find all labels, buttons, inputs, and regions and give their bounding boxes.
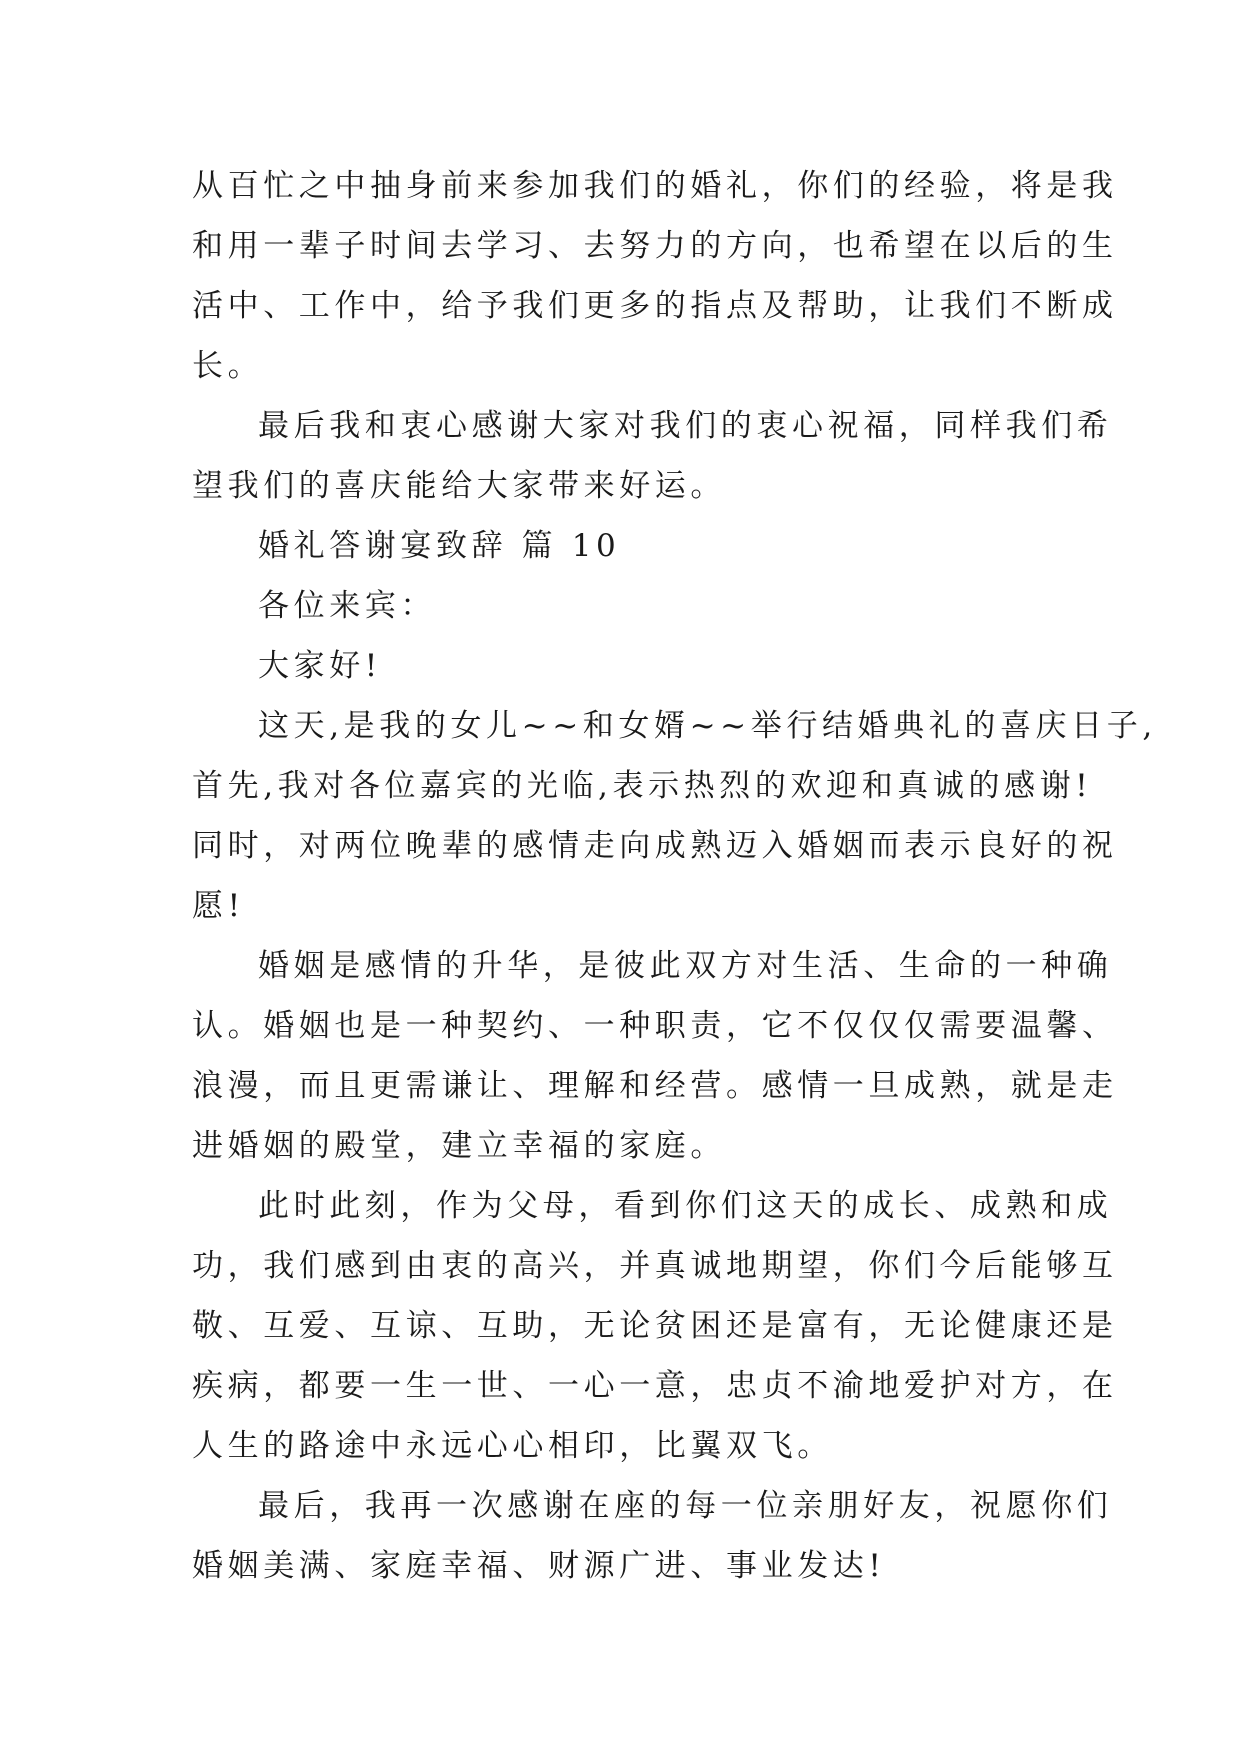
paragraph-start-line: 最后，我再一次感谢在座的每一位亲朋好友，祝愿你们 xyxy=(258,1488,1113,1524)
text-line: 进婚姻的殿堂，建立幸福的家庭。 xyxy=(192,1128,726,1164)
salutation: 各位来宾： xyxy=(258,588,436,624)
paragraph-start-line: 这天,是我的女儿~~和女婿~~举行结婚典礼的喜庆日子, xyxy=(258,708,1157,744)
greeting: 大家好! xyxy=(258,648,382,684)
section-heading: 婚礼答谢宴致辞 篇 10 xyxy=(258,528,621,564)
text-line: 同时，对两位晚辈的感情走向成熟迈入婚姻而表示良好的祝 xyxy=(192,828,1118,864)
text-line: 疾病，都要一生一世、一心一意，忠贞不渝地爱护对方，在 xyxy=(192,1368,1118,1404)
text-line: 首先,我对各位嘉宾的光临,表示热烈的欢迎和真诚的感谢! xyxy=(192,768,1093,804)
document-body xyxy=(192,156,1157,1596)
paragraph-start-line: 婚姻是感情的升华，是彼此双方对生活、生命的一种确 xyxy=(258,948,1113,984)
text-line: 婚姻美满、家庭幸福、财源广进、事业发达! xyxy=(192,1548,886,1584)
text-line: 浪漫，而且更需谦让、理解和经营。感情一旦成熟，就是走 xyxy=(192,1068,1118,1104)
paragraph-start-line: 此时此刻，作为父母，看到你们这天的成长、成熟和成 xyxy=(258,1188,1113,1224)
text-line: 望我们的喜庆能给大家带来好运。 xyxy=(192,468,726,504)
paragraph-start-line: 最后我和衷心感谢大家对我们的衷心祝福，同样我们希 xyxy=(258,408,1113,444)
text-line: 从百忙之中抽身前来参加我们的婚礼，你们的经验，将是我 xyxy=(192,168,1118,204)
text-line: 活中、工作中，给予我们更多的指点及帮助，让我们不断成 xyxy=(192,288,1118,324)
text-line: 长。 xyxy=(192,348,264,384)
text-line: 和用一辈子时间去学习、去努力的方向，也希望在以后的生 xyxy=(192,228,1118,264)
text-line: 功，我们感到由衷的高兴，并真诚地期望，你们今后能够互 xyxy=(192,1248,1118,1284)
text-line: 认。婚姻也是一种契约、一种职责，它不仅仅仅需要温馨、 xyxy=(192,1008,1118,1044)
text-line: 人生的路途中永远心心相印，比翼双飞。 xyxy=(192,1428,833,1464)
text-line: 愿! xyxy=(192,888,245,924)
text-line: 敬、互爱、互谅、互助，无论贫困还是富有，无论健康还是 xyxy=(192,1308,1118,1344)
